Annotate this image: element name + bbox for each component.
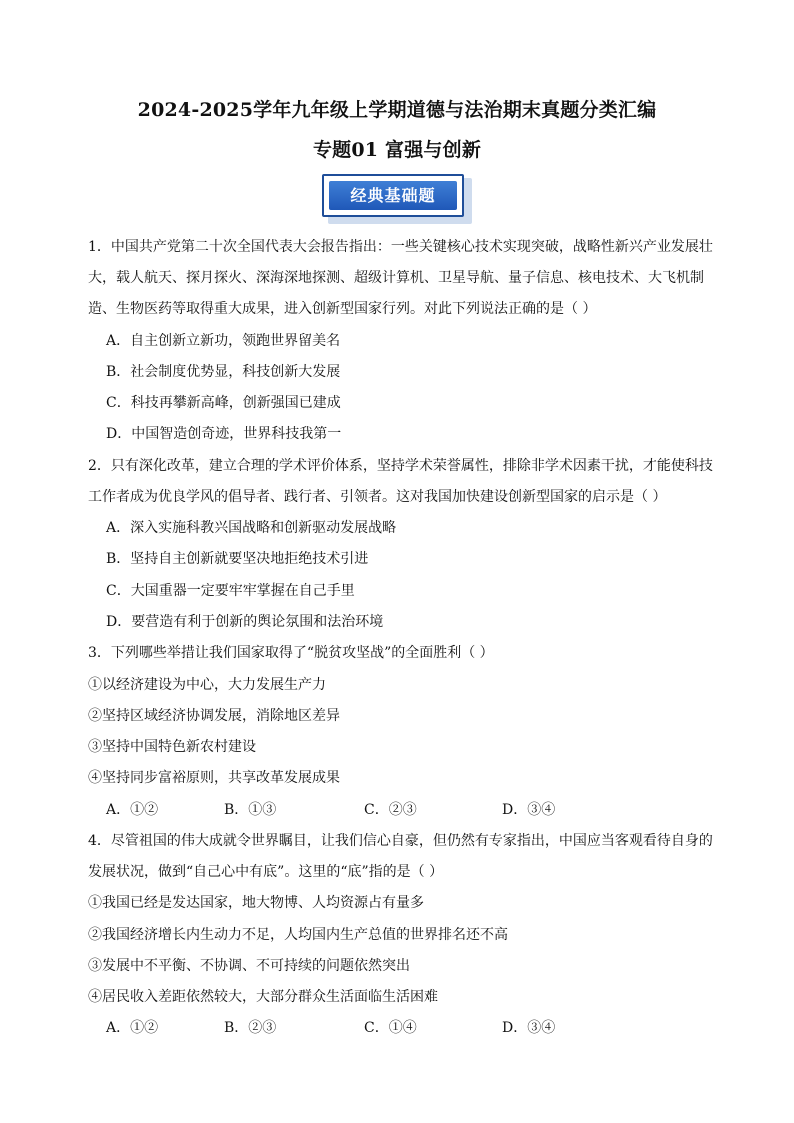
q3-item-4: ④坚持同步富裕原则，共享改革发展成果	[88, 770, 340, 786]
q3-item-3: ③坚持中国特色新农村建设	[88, 739, 256, 755]
q4-item-1: ①我国已经是发达国家，地大物博、人均资源占有量多	[88, 895, 424, 911]
banner-frame	[322, 174, 464, 217]
q2-option-c: C．大国重器一定要牢牢掌握在自己手里	[106, 583, 355, 599]
q3-choice-c: C．②③	[364, 802, 417, 818]
q3-choice-a: A．①②	[106, 802, 159, 818]
q1-stem-line-2: 大，载人航天、探月探火、深海深地探测、超级计算机、卫星导航、量子信息、核电技术、大飞机制	[88, 270, 704, 286]
q1-option-d: D．中国智造创奇迹，世界科技我第一	[106, 426, 342, 442]
q4-stem-line-2: 发展状况，做到“自己心中有底”。这里的“底”指的是（ ）	[88, 864, 444, 880]
document-subtitle: 专题01 富强与创新	[312, 139, 482, 161]
q4-item-4: ④居民收入差距依然较大，大部分群众生活面临生活困难	[88, 989, 438, 1005]
q3-item-2: ②坚持区域经济协调发展，消除地区差异	[88, 708, 340, 724]
q1-option-a: A．自主创新立新功，领跑世界留美名	[106, 333, 341, 349]
q1-option-c: C．科技再攀新高峰，创新强国已建成	[106, 395, 341, 411]
document-title: 2024-2025学年九年级上学期道德与法治期末真题分类汇编	[137, 99, 657, 121]
q1-stem-line-3: 造、生物医药等取得重大成果，进入创新型国家行列。对此下列说法正确的是（ ）	[88, 301, 597, 317]
q4-item-3: ③发展中不平衡、不协调、不可持续的问题依然突出	[88, 958, 410, 974]
q2-option-d: D．要营造有利于创新的舆论氛围和法治环境	[106, 614, 384, 630]
q4-stem-line-1: 4．尽管祖国的伟大成就令世界瞩目，让我们信心自豪，但仍然有专家指出，中国应当客观看待自身的	[88, 833, 713, 849]
q2-stem-line-2: 工作者成为优良学风的倡导者、践行者、引领者。这对我国加快建设创新型国家的启示是（ ）	[88, 489, 667, 505]
q2-option-a: A．深入实施科教兴国战略和创新驱动发展战略	[106, 520, 397, 536]
q4-item-2: ②我国经济增长内生动力不足，人均国内生产总值的世界排名还不高	[88, 927, 508, 943]
q1-option-b: B．社会制度优势显，科技创新大发展	[106, 364, 341, 380]
q3-stem: 3．下列哪些举措让我们国家取得了“脱贫攻坚战”的全面胜利（ ）	[88, 645, 494, 661]
section-banner	[322, 174, 472, 224]
banner-label: 经典基础题	[329, 181, 457, 210]
q4-choice-d: D．③④	[502, 1020, 556, 1036]
q3-choice-d: D．③④	[502, 802, 556, 818]
q3-choice-b: B．①③	[224, 802, 277, 818]
q1-stem-line-1: 1．中国共产党第二十次全国代表大会报告指出：一些关键核心技术实现突破，战略性新兴产业发展壮	[88, 239, 713, 255]
q4-choice-a: A．①②	[106, 1020, 159, 1036]
q2-option-b: B．坚持自主创新就要坚决地拒绝技术引进	[106, 551, 369, 567]
q3-item-1: ①以经济建设为中心，大力发展生产力	[88, 677, 326, 693]
q4-choice-b: B．②③	[224, 1020, 277, 1036]
q2-stem-line-1: 2．只有深化改革，建立合理的学术评价体系，坚持学术荣誉属性，排除非学术因素干扰，才能使科技	[88, 458, 713, 474]
q4-choice-c: C．①④	[364, 1020, 417, 1036]
